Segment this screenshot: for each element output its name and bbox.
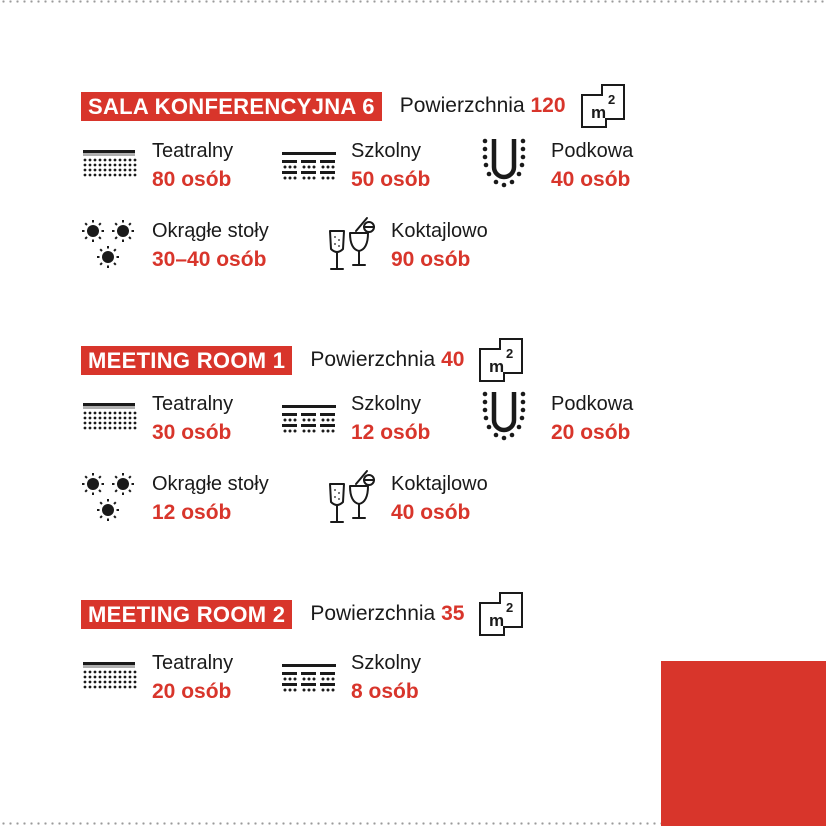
horseshoe-seating-icon (480, 137, 528, 193)
layout-capacity: 12 osób (152, 501, 232, 524)
layout-label: Okrągłe stoły (152, 220, 269, 242)
room-area (310, 348, 464, 372)
area-label: Powierzchnia (399, 94, 525, 117)
room-header-sala-konferencyjna-6 (81, 83, 626, 129)
layout-theatre (81, 649, 233, 707)
layout-classroom (280, 390, 430, 448)
area-label: Powierzchnia (310, 348, 436, 371)
layout-theatre (81, 390, 233, 448)
room-header-meeting-room-1 (81, 337, 524, 383)
layout-horseshoe (480, 137, 633, 195)
theatre-seating-icon (81, 401, 137, 435)
layout-classroom (280, 649, 421, 707)
classroom-seating-icon (280, 403, 338, 433)
layout-round-tables (81, 470, 269, 528)
layout-label: Szkolny (351, 140, 422, 162)
room-title: MEETING ROOM 1 (81, 346, 292, 375)
classroom-seating-icon (280, 662, 338, 692)
area-label: Powierzchnia (310, 602, 436, 625)
layout-label: Okrągłe stoły (152, 473, 269, 495)
layout-label: Szkolny (351, 652, 422, 674)
layout-capacity: 30–40 osób (152, 248, 267, 271)
square-meters-icon (478, 337, 524, 383)
room-area (400, 94, 566, 118)
layout-horseshoe (480, 390, 633, 448)
layout-capacity: 20 osób (152, 680, 232, 703)
area-value: 35 (441, 602, 465, 625)
room-title: MEETING ROOM 2 (81, 600, 292, 629)
area-value: 40 (441, 348, 465, 371)
decorative-red-square (661, 661, 826, 826)
room-area (310, 602, 464, 626)
layout-label: Podkowa (551, 393, 634, 415)
layout-label: Teatralny (152, 140, 234, 162)
layout-cocktail (326, 470, 488, 528)
cocktail-glasses-icon (326, 215, 376, 275)
layout-theatre (81, 137, 233, 195)
layout-capacity: 80 osób (152, 168, 232, 191)
room-header-meeting-room-2 (81, 591, 524, 637)
layout-label: Koktajlowo (391, 473, 488, 495)
top-dotted-border (0, 0, 826, 3)
room-title: SALA KONFERENCYJNA 6 (81, 92, 382, 121)
layout-label: Koktajlowo (391, 220, 488, 242)
layout-classroom (280, 137, 430, 195)
theatre-seating-icon (81, 660, 137, 694)
square-meters-icon (580, 83, 626, 129)
cocktail-glasses-icon (326, 468, 376, 528)
layout-capacity: 12 osób (351, 421, 431, 444)
layout-capacity: 8 osób (351, 680, 419, 703)
layout-capacity: 50 osób (351, 168, 431, 191)
area-value: 120 (530, 94, 566, 117)
layout-cocktail (326, 217, 488, 275)
layout-label: Teatralny (152, 393, 234, 415)
horseshoe-seating-icon (480, 390, 528, 446)
theatre-seating-icon (81, 148, 137, 182)
layout-capacity: 40 osób (551, 168, 631, 191)
layout-capacity: 30 osób (152, 421, 232, 444)
layout-capacity: 20 osób (551, 421, 631, 444)
layout-label: Szkolny (351, 393, 422, 415)
layout-round-tables (81, 217, 269, 275)
layout-label: Podkowa (551, 140, 634, 162)
round-tables-icon (81, 217, 137, 273)
square-meters-icon (478, 591, 524, 637)
layout-label: Teatralny (152, 652, 234, 674)
classroom-seating-icon (280, 150, 338, 180)
round-tables-icon (81, 470, 137, 526)
layout-capacity: 90 osób (391, 248, 471, 271)
layout-capacity: 40 osób (391, 501, 471, 524)
